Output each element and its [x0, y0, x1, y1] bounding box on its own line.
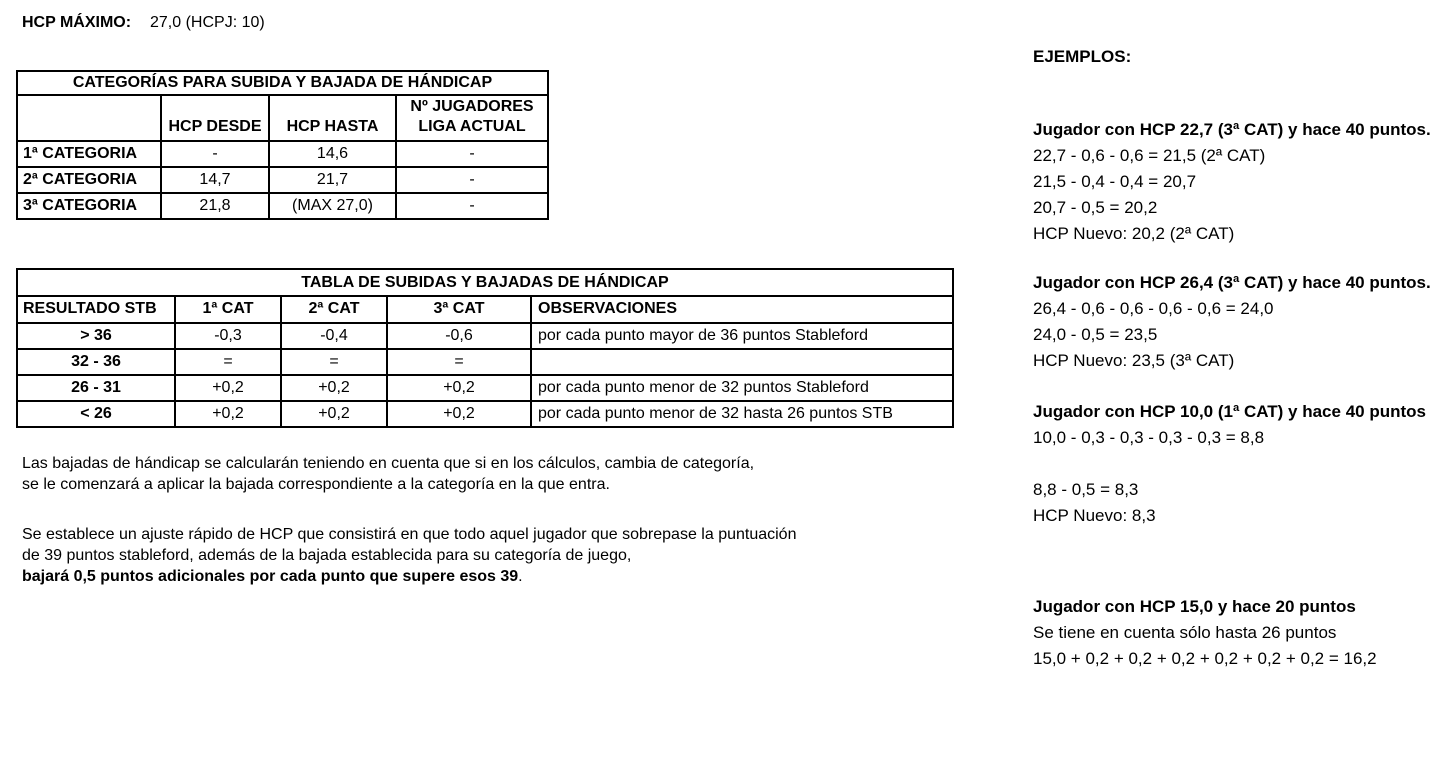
table-row [17, 349, 953, 375]
cat1-value: +0,2 [175, 401, 281, 427]
example-line: 20,7 - 0,5 = 20,2 [1033, 198, 1158, 217]
subidas-header-cat1: 1ª CAT [175, 296, 281, 323]
categoria-3-jugadores: - [396, 193, 548, 219]
categoria-3-hasta: (MAX 27,0) [269, 193, 396, 219]
example-line: HCP Nuevo: 23,5 (3ª CAT) [1033, 351, 1235, 370]
note-bold-text: bajará 0,5 puntos adicionales por cada punto que supere esos 39 [22, 568, 519, 585]
example-heading: Jugador con HCP 15,0 y hace 20 puntos [1033, 597, 1356, 616]
categorias-header-jugadores: Nº JUGADORES LIGA ACTUAL [396, 95, 548, 141]
example-line: HCP Nuevo: 8,3 [1033, 506, 1156, 525]
example-heading: Jugador con HCP 10,0 (1ª CAT) y hace 40 puntos [1033, 402, 1426, 421]
cat1-value: -0,3 [175, 323, 281, 349]
note-ajuste-rapido-paragraph [22, 524, 796, 587]
categorias-header-hcp-hasta: HCP HASTA [269, 95, 396, 141]
observaciones-value: por cada punto menor de 32 hasta 26 puntos STB [531, 401, 953, 427]
example-line: 10,0 - 0,3 - 0,3 - 0,3 - 0,3 = 8,8 [1033, 428, 1265, 447]
cat3-value: -0,6 [387, 323, 531, 349]
example-line: HCP Nuevo: 20,2 (2ª CAT) [1033, 224, 1235, 243]
subidas-header-cat3: 3ª CAT [387, 296, 531, 323]
subidas-table-title-row [17, 269, 953, 296]
example-heading: Jugador con HCP 26,4 (3ª CAT) y hace 40 puntos. [1033, 273, 1431, 292]
table-row [17, 375, 953, 401]
note-line-bold [22, 566, 796, 587]
cat2-value: = [281, 349, 387, 375]
hcp-maximo-value: 27,0 (HCPJ: 10) [150, 14, 265, 31]
note-line: de 39 puntos stableford, además de la bajada establecida para su categoría de juego, [22, 547, 632, 564]
categorias-table [16, 70, 549, 220]
table-row [17, 167, 548, 193]
observaciones-value: por cada punto mayor de 36 puntos Stableford [531, 323, 953, 349]
example-line: 15,0 + 0,2 + 0,2 + 0,2 + 0,2 + 0,2 + 0,2 = 16,2 [1033, 649, 1377, 668]
example-line: 21,5 - 0,4 - 0,4 = 20,7 [1033, 172, 1197, 191]
table-row [17, 141, 548, 167]
table-row [17, 401, 953, 427]
cat3-value: +0,2 [387, 401, 531, 427]
example-4 [1033, 594, 1377, 672]
resultado-32-36: 32 - 36 [17, 349, 175, 375]
table-row [17, 193, 548, 219]
categoria-3-label: 3ª CATEGORIA [17, 193, 161, 219]
resultado-26-31: 26 - 31 [17, 375, 175, 401]
example-line-blank [1033, 451, 1426, 477]
ejemplos-title: EJEMPLOS: [1033, 47, 1132, 66]
cat2-value: -0,4 [281, 323, 387, 349]
observaciones-value [531, 349, 953, 375]
categoria-2-desde: 14,7 [161, 167, 269, 193]
observaciones-value: por cada punto menor de 32 puntos Stableford [531, 375, 953, 401]
subidas-bajadas-table [16, 268, 954, 428]
example-1 [1033, 117, 1431, 247]
note-line: se le comenzará a aplicar la bajada correspondiente a la categoría en la que entra. [22, 476, 610, 493]
cat2-value: +0,2 [281, 375, 387, 401]
example-line: 24,0 - 0,5 = 23,5 [1033, 325, 1158, 344]
cat2-value: +0,2 [281, 401, 387, 427]
categorias-header-empty [17, 95, 161, 141]
note-bold-period: . [518, 568, 523, 585]
example-line: 22,7 - 0,6 - 0,6 = 21,5 (2ª CAT) [1033, 146, 1266, 165]
categoria-2-label: 2ª CATEGORIA [17, 167, 161, 193]
note-line: Se establece un ajuste rápido de HCP que consistirá en que todo aquel jugador que sobrepase la puntuación [22, 526, 797, 543]
hcp-maximo-label: HCP MÁXIMO: [22, 14, 132, 31]
subidas-header-resultado: RESULTADO STB [17, 296, 175, 323]
subidas-header-cat2: 2ª CAT [281, 296, 387, 323]
categoria-2-jugadores: - [396, 167, 548, 193]
categoria-3-desde: 21,8 [161, 193, 269, 219]
table-row [17, 323, 953, 349]
categorias-table-title: CATEGORÍAS PARA SUBIDA Y BAJADA DE HÁNDICAP [17, 71, 548, 95]
categorias-header-hcp-desde: HCP DESDE [161, 95, 269, 141]
example-2 [1033, 270, 1431, 374]
subidas-table-header-row [17, 296, 953, 323]
resultado-menor-26: < 26 [17, 401, 175, 427]
hcp-maximo-line [22, 14, 265, 32]
note-line: Las bajadas de hándicap se calcularán teniendo en cuenta que si en los cálculos, cambia de categoría, [22, 455, 755, 472]
categorias-table-title-row [17, 71, 548, 95]
categoria-1-label: 1ª CATEGORIA [17, 141, 161, 167]
cat1-value: +0,2 [175, 375, 281, 401]
cat1-value: = [175, 349, 281, 375]
categoria-2-hasta: 21,7 [269, 167, 396, 193]
categoria-1-desde: - [161, 141, 269, 167]
example-heading: Jugador con HCP 22,7 (3ª CAT) y hace 40 puntos. [1033, 120, 1431, 139]
cat3-value: +0,2 [387, 375, 531, 401]
example-line: Se tiene en cuenta sólo hasta 26 puntos [1033, 623, 1337, 642]
categorias-table-header-row [17, 95, 548, 141]
note-bajadas-paragraph [22, 453, 754, 495]
example-line: 8,8 - 0,5 = 8,3 [1033, 480, 1139, 499]
example-3 [1033, 399, 1426, 529]
cat3-value: = [387, 349, 531, 375]
categoria-1-jugadores: - [396, 141, 548, 167]
example-line: 26,4 - 0,6 - 0,6 - 0,6 - 0,6 = 24,0 [1033, 299, 1274, 318]
subidas-table-title: TABLA DE SUBIDAS Y BAJADAS DE HÁNDICAP [17, 269, 953, 296]
categoria-1-hasta: 14,6 [269, 141, 396, 167]
resultado-mayor-36: > 36 [17, 323, 175, 349]
subidas-header-observaciones: OBSERVACIONES [531, 296, 953, 323]
